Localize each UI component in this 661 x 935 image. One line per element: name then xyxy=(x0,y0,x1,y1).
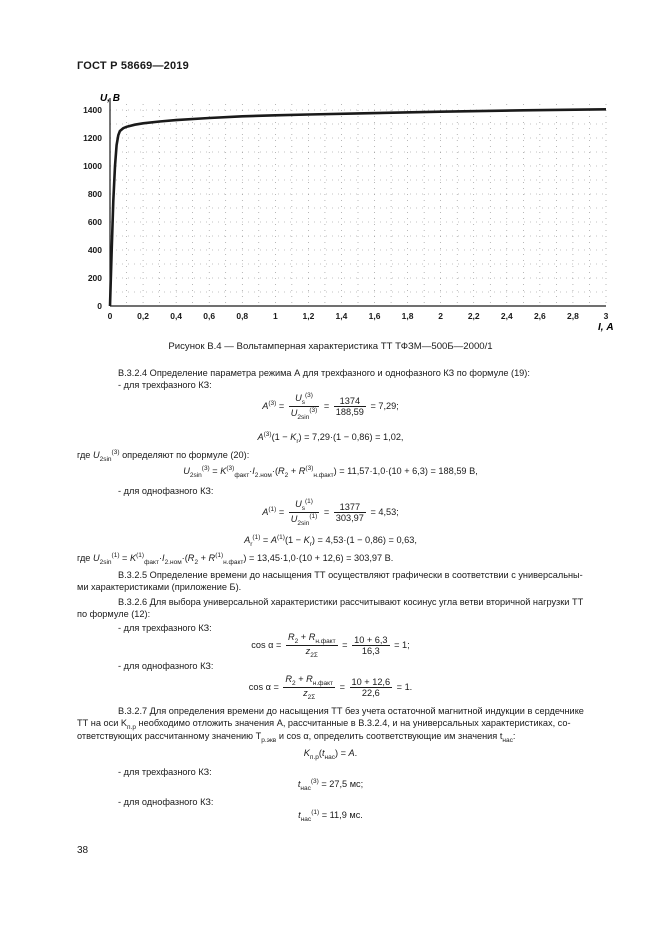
formula-t1: $t_{нас}^{(1)} = 11,9$ мс. xyxy=(298,809,363,823)
formula-a3: $A^{(3)}$ = $\frac{U_s^{(3)}}{U_{2sin}^{(3)}}$ = $\frac{1374}{188,59}$ = 7,29; xyxy=(262,392,399,421)
y-axis-label: U, В xyxy=(100,93,120,104)
x-tick-label: 3 xyxy=(603,311,609,321)
page-number: 38 xyxy=(77,845,89,856)
paragraph-b326b: по формуле (12): xyxy=(77,609,151,619)
y-tick-label: 800 xyxy=(87,189,102,199)
paragraph-b325b: ми характеристиками (приложение Б). xyxy=(77,582,242,592)
formula-a1-kr: $A_r^{(1)} = A^{(1)}(1 - K_r) = 4,53\cdot(1 - 0,86) = 0,63$, xyxy=(244,534,417,548)
list-item-1phase-t: - для однофазного КЗ: xyxy=(118,797,214,807)
list-item-3phase: - для трехфазного КЗ: xyxy=(118,380,212,390)
formula-a1: $A^{(1)}$ = $\frac{U_s^{(1)}}{U_{2sin}^{(1)}}$ = $\frac{1377}{303,97}$ = 4,53; xyxy=(262,498,399,527)
list-item-1phase: - для однофазного КЗ: xyxy=(118,486,214,496)
formula-t3: $t_{нас}^{(3)} = 27,5$ мс; xyxy=(297,778,364,792)
paragraph-b326a: В.3.2.6 Для выбора универсальной характеристики рассчитывают косинус угла ветви вторичной нагрузки ТТ xyxy=(118,597,584,607)
x-axis-label: I, А xyxy=(598,322,614,333)
paragraph-b327b: ТТ на оси $K_{п.р}$ необходимо отложить значения A, рассчитанные в В.3.2.4, и на универсальных характеристиках, со- xyxy=(77,718,571,731)
chart-grid xyxy=(110,104,606,306)
y-tick-label: 1400 xyxy=(83,105,102,115)
x-tick-label: 0,2 xyxy=(137,311,149,321)
y-tick-label: 1000 xyxy=(83,161,102,171)
paragraph-b327a: В.3.2.7 Для определения времени до насыщения ТТ без учета остаточной магнитной индукции в сердечнике xyxy=(118,706,584,716)
paragraph-b325a: В.3.2.5 Определение времени до насыщения ТТ осуществляют графически в соответствии с универсальны- xyxy=(118,570,583,580)
x-tick-label: 1,8 xyxy=(401,311,414,321)
list-item-3phase-t: - для трехфазного КЗ: xyxy=(118,767,212,777)
figure-caption: Рисунок В.4 — Вольтамперная характеристика ТТ ТФЗМ—500Б—2000/1 xyxy=(168,341,493,352)
x-tick-label: 1,4 xyxy=(335,311,348,321)
x-tick-label: 0,4 xyxy=(170,311,183,321)
x-tick-label: 1,6 xyxy=(368,311,381,321)
x-tick-label: 1 xyxy=(272,311,278,321)
paragraph-b324: В.3.2.4 Определение параметра режима А для трехфазного и однофазного КЗ по формуле (19): xyxy=(118,368,530,378)
y-tick-label: 600 xyxy=(87,217,102,227)
document-header: ГОСТ Р 58669—2019 xyxy=(77,60,189,72)
x-tick-label: 0,6 xyxy=(203,311,216,321)
formula-u2sin3: $U_{2sin}^{(3)} = K^{(3)}_{факт}\cdot I_{2.ном}\cdot(R_2 + R^{(3)}_{н.факт}) = 11,57\cdot 1,0\cdot(10 + 6,3) = 188,59$ В, xyxy=(183,465,478,479)
y-tick-label: 1200 xyxy=(83,133,102,143)
x-tick-label: 0,8 xyxy=(236,311,249,321)
volt-ampere-chart xyxy=(0,0,661,340)
series-line xyxy=(110,109,606,306)
list-item-3phase-cos: - для трехфазного КЗ: xyxy=(118,623,212,633)
chart-ticks xyxy=(83,105,609,321)
y-tick-label: 400 xyxy=(87,245,102,255)
x-tick-label: 2,4 xyxy=(500,311,513,321)
x-tick-label: 2,6 xyxy=(533,311,546,321)
formula-kpr: $K_{п.р}(t_{нас}) = A$. xyxy=(303,748,358,761)
x-tick-label: 2,2 xyxy=(467,311,480,321)
formula-a3-kr: $A^{(3)}(1 - K_r) = 7,29\cdot(1 - 0,86) = 1,02$, xyxy=(257,431,404,445)
formula-u2sin1: где $U_{2sin}^{(1)} = K^{(1)}_{факт}\cdot I_{2.ном}\cdot(R_2 + R^{(1)}_{н.факт}) = 13,45\cdot 1,0\cdot(10 + 12,6) = 303,97$ В. xyxy=(77,552,394,566)
paragraph-b327c: ответствующих рассчитанному значению $T_{p.экв}$ и cos α, определить соответствующие им значения $t_{нас}$: xyxy=(77,731,516,744)
x-tick-label: 1,2 xyxy=(302,311,315,321)
formula-cos-1: cos α = $\frac{R_2 + R_{н.факт}}{z_{2\Sigma}}$ = $\frac{10 + 12,6}{22,6}$ = 1. xyxy=(248,674,413,701)
y-tick-label: 0 xyxy=(97,301,102,311)
x-tick-label: 2,8 xyxy=(567,311,579,321)
formula-cos-3: cos α = $\frac{R_2 + R_{н.факт}}{z_{2\Sigma}}$ = $\frac{10 + 6,3}{16,3}$ = 1; xyxy=(251,632,410,659)
y-tick-label: 200 xyxy=(87,273,102,283)
list-item-1phase-cos: - для однофазного КЗ: xyxy=(118,661,214,671)
paragraph-u2sin-3: где $U_{2sin}^{(3)}$ определяют по формуле (20): xyxy=(77,449,250,463)
x-tick-label: 2 xyxy=(438,311,444,321)
x-tick-label: 0 xyxy=(107,311,113,321)
chart-axes xyxy=(110,98,606,306)
